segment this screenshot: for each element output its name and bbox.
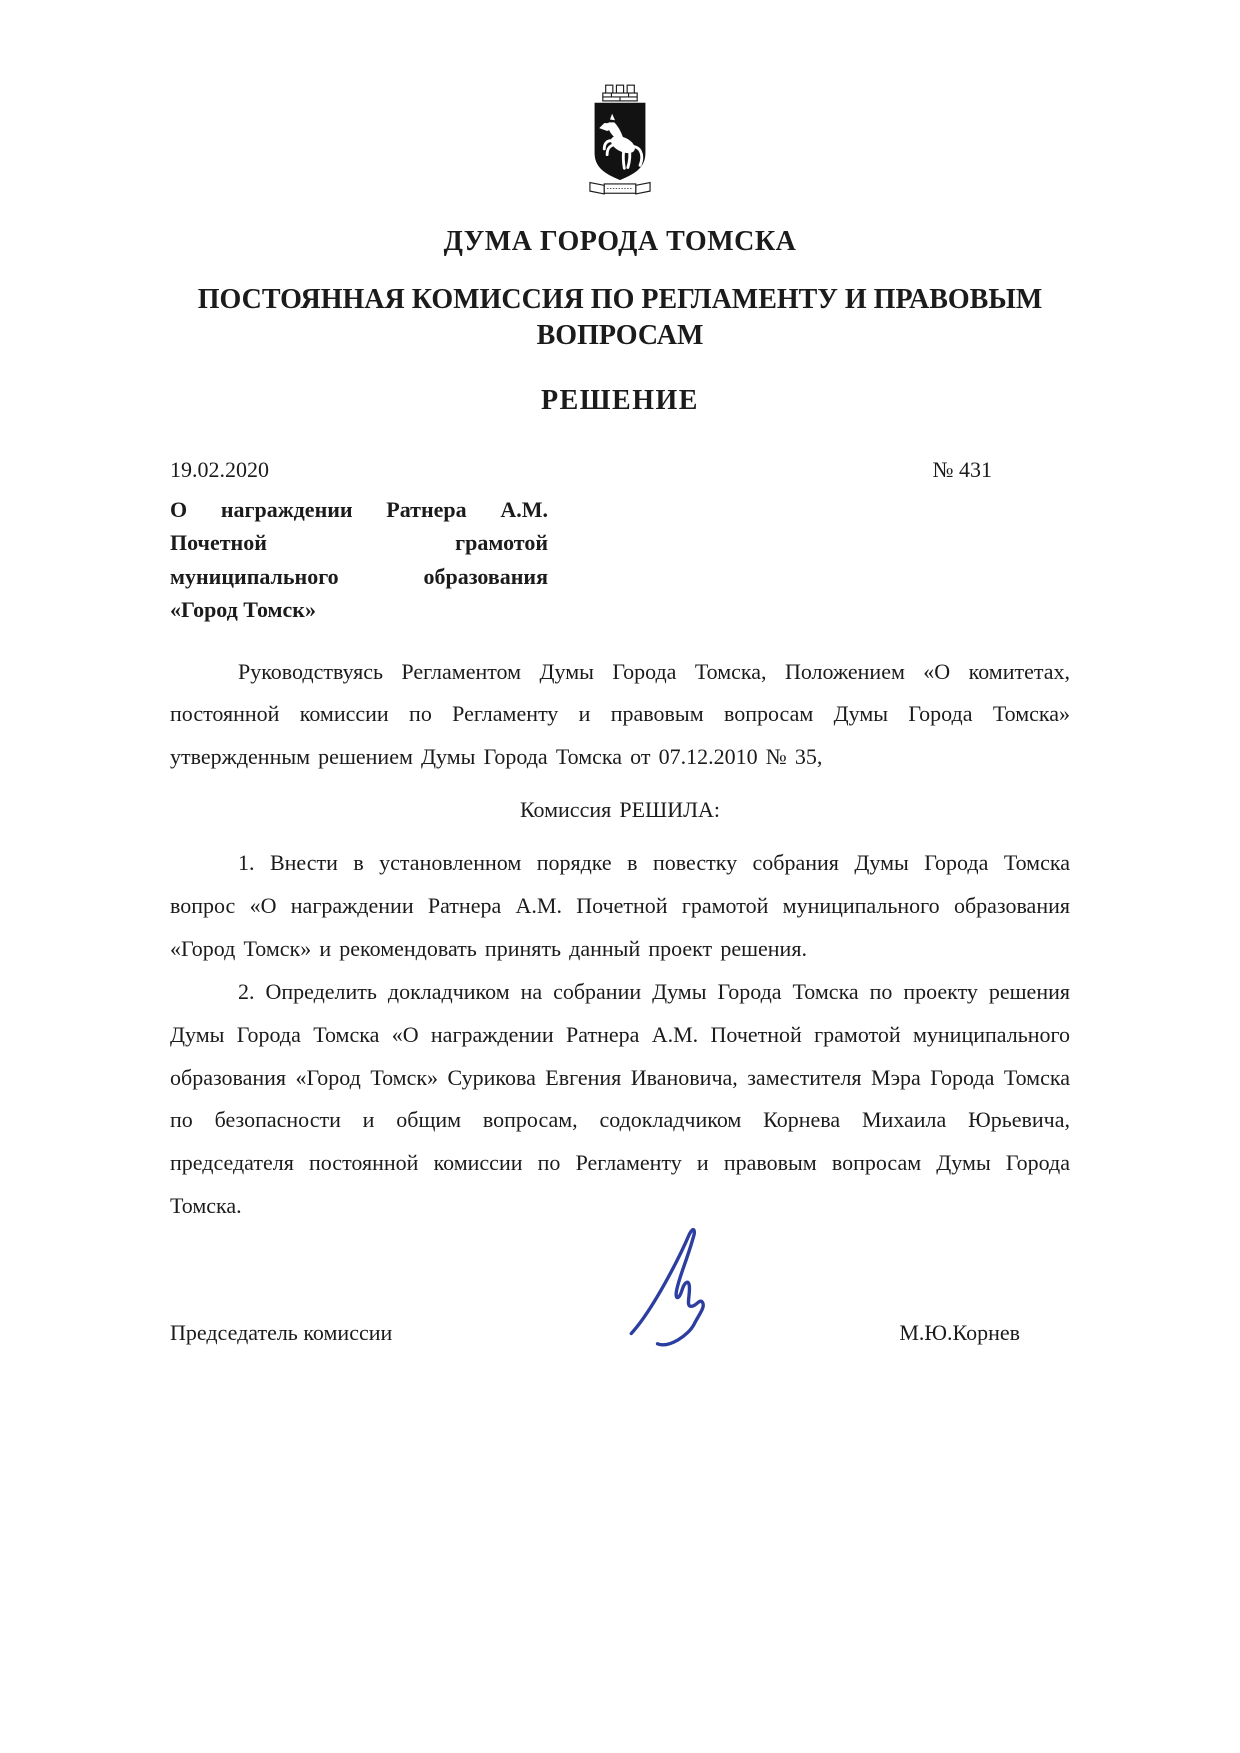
resolution-item-2: 2. Определить докладчиком на собрании Думы Города Томска по проекту решения Думы Города Томска «О награждении Ратнера А.М. Почетной грамотой муниципального образования «Город Томск» Сурикова Евгения Ивановича, заместителя Мэра Города Томска по безопасности и общим вопросам, содокладчиком Корнева Михаила Юрьевича, председателя постоянной комиссии по Регламенту и правовым вопросам Думы Города Томска. bbox=[170, 978, 1070, 1219]
document-meta-row bbox=[170, 457, 1070, 483]
subject-line: Почетной грамотой bbox=[170, 530, 548, 556]
document-date: 19.02.2020 bbox=[170, 456, 269, 482]
organization-name: ДУМА ГОРОДА ТОМСКА bbox=[443, 226, 797, 257]
document-number: № 431 bbox=[932, 456, 992, 482]
resolution-item-1: 1. Внести в установленном порядке в повестку собрания Думы Города Томска вопрос «О награждении Ратнера А.М. Почетной грамотой муниципального образования «Город Томск» и рекомендовать принять данный проект решения. bbox=[170, 850, 1070, 961]
resolution-heading: Комиссия РЕШИЛА: bbox=[519, 797, 721, 823]
document-type-title: РЕШЕНИЕ bbox=[541, 384, 699, 416]
signatory-position: Председатель комиссии bbox=[170, 1320, 393, 1346]
document-subject bbox=[170, 493, 548, 627]
commission-name: ПОСТОЯННАЯ КОМИССИЯ ПО РЕГЛАМЕНТУ И ПРАВОВЫМ ВОПРОСАМ bbox=[197, 284, 1043, 352]
subject-line: О награждении Ратнера А.М. bbox=[170, 496, 548, 522]
document-body bbox=[170, 651, 1070, 1229]
preamble-paragraph: Руководствуясь Регламентом Думы Города Томска, Положением «О комитетах, постоянной комиссии по Регламенту и правовым вопросам Думы Города Томска» утвержденным решением Думы Города Томска от 07.12.2010 № 35, bbox=[170, 658, 1070, 770]
signature-block bbox=[170, 1320, 1070, 1346]
mural-crown-icon bbox=[603, 85, 637, 101]
subject-line: «Город Томск» bbox=[170, 597, 316, 623]
signatory-name: М.Ю.Корнев bbox=[899, 1320, 1020, 1346]
ribbon-icon bbox=[590, 183, 650, 194]
signature-autograph-icon bbox=[620, 1224, 742, 1372]
tomsk-coat-of-arms bbox=[170, 78, 1070, 214]
subject-line: муниципального образования bbox=[170, 563, 548, 589]
